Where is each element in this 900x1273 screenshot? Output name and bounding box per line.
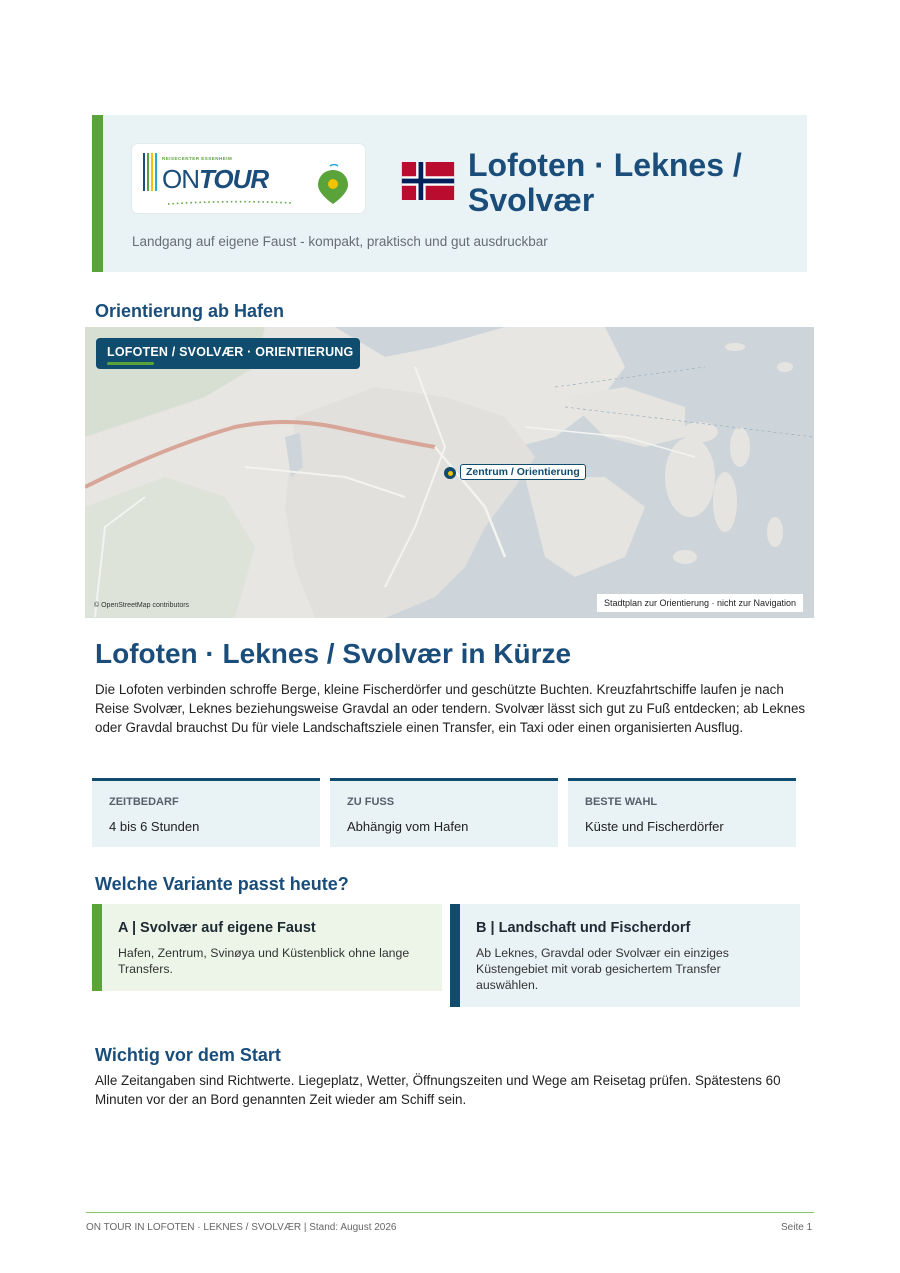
center-pin-icon (444, 467, 456, 479)
footer-text: ON TOUR IN LOFOTEN · LEKNES / SVOLVÆR | Stand: August 2026 (86, 1222, 397, 1233)
logo-dotted-path-icon (166, 200, 296, 206)
map-badge-text: LOFOTEN / SVOLVÆR · ORIENTIERUNG (107, 345, 354, 359)
stat-value: 4 bis 6 Stunden (109, 819, 200, 834)
logo-stripes-icon (143, 153, 161, 191)
on-tour-logo (132, 144, 365, 213)
variant-text: Hafen, Zentrum, Svinøya und Küstenblick ohne lange Transfers. (118, 946, 410, 976)
page-subtitle: Landgang auf eigene Faust - kompakt, praktisch und gut ausdruckbar (132, 234, 548, 249)
stat-label: ZEITBEDARF (109, 796, 179, 808)
summary-heading: Lofoten · Leknes / Svolvær in Kürze (95, 638, 572, 669)
logo-wordmark: ONTOUR (162, 164, 269, 194)
accent-bar (92, 115, 103, 272)
variant-accent-bar (450, 904, 460, 1007)
variants-heading: Welche Variante passt heute? (95, 874, 349, 894)
summary-text: Die Lofoten verbinden schroffe Berge, kleine Fischerdörfer und geschützte Buchten. Kreuzfahrtschiffe laufen je nach Reise Svolvær, Leknes beziehungsweise Gravdal an oder tendern. Svolvær lässt sich gut zu Fuß entdecken; ab Leknes oder Gravdal brauchst Du für viele Landschaftsziele einen Transfer, ein Taxi oder einen organisierten Ausflug. (95, 682, 806, 735)
footer-divider (86, 1212, 814, 1213)
stat-label: ZU FUSS (347, 796, 395, 808)
important-heading: Wichtig vor dem Start (95, 1045, 281, 1065)
important-text: Alle Zeitangaben sind Richtwerte. Liegeplatz, Wetter, Öffnungszeiten und Wege am Reisetag prüfen. Spätestens 60 Minuten vor der an Bord genannten Zeit wieder am Schiff sein. (95, 1073, 781, 1107)
variant-a-card (92, 904, 442, 991)
stat-value: Küste und Fischerdörfer (585, 819, 724, 834)
page-title: Lofoten · Leknes / Svolvær (468, 147, 742, 218)
orientation-heading: Orientierung ab Hafen (95, 301, 285, 321)
stat-label: BESTE WAHL (585, 796, 658, 808)
center-pin-label: Zentrum / Orientierung (460, 464, 586, 480)
stat-card-walking (330, 778, 558, 847)
variant-title: B | Landschaft und Fischerdorf (476, 920, 691, 936)
map-credit: © OpenStreetMap contributors (94, 602, 190, 609)
stat-card-time (92, 778, 320, 847)
variant-title: A | Svolvær auf eigene Faust (118, 920, 316, 936)
map-note: Stadtplan zur Orientierung · nicht zur Navigation (597, 594, 803, 612)
stat-card-best-choice (568, 778, 796, 847)
map-pin-icon (316, 164, 350, 206)
header-banner (92, 115, 807, 272)
variant-b-card (450, 904, 800, 1007)
stat-value: Abhängig vom Hafen (347, 819, 469, 834)
page-number: Seite 1 (781, 1222, 813, 1233)
map-badge-underline (107, 362, 154, 365)
map-title-badge (96, 338, 360, 369)
norway-flag-icon (400, 162, 456, 200)
orientation-map (85, 327, 814, 618)
logo-small-text: REISECENTER ESSENHEIM (162, 156, 233, 161)
variant-text: Ab Leknes, Gravdal oder Svolvær ein einziges Küstengebiet mit vorab gesichertem Transfer auswählen. (476, 946, 729, 992)
variant-accent-bar (92, 904, 102, 991)
